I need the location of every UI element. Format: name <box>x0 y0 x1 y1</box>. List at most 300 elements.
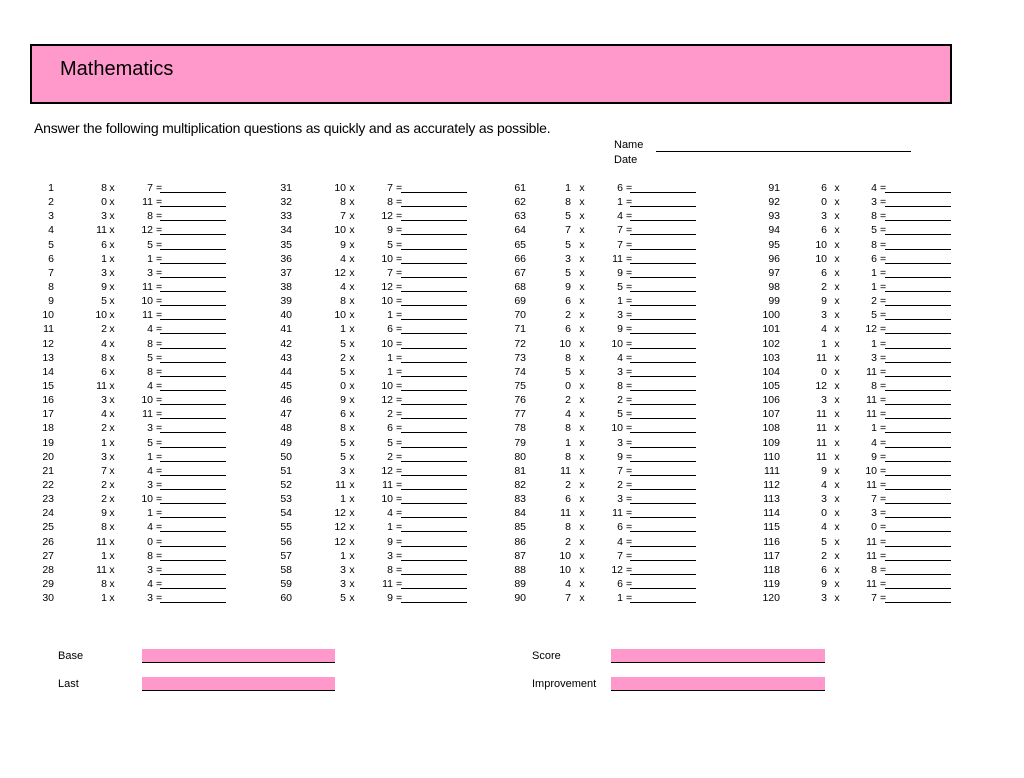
answer-blank[interactable] <box>630 577 696 589</box>
answer-blank[interactable] <box>630 436 696 448</box>
answer-blank[interactable] <box>401 223 467 235</box>
answer-blank[interactable] <box>630 535 696 547</box>
multiply-sign: x <box>349 365 355 378</box>
equals-sign: = <box>396 379 403 392</box>
answer-blank[interactable] <box>160 181 226 193</box>
multiplicand: 2 <box>821 280 827 293</box>
multiplicand: 3 <box>821 309 827 322</box>
answer-blank[interactable] <box>401 436 467 448</box>
answer-blank[interactable] <box>401 577 467 589</box>
equals-sign: = <box>396 592 403 605</box>
question-number: 50 <box>280 450 292 463</box>
answer-blank[interactable] <box>160 478 226 490</box>
multiplier: 10 <box>381 379 393 392</box>
multiplicand: 3 <box>101 394 107 407</box>
multiplier: 6 <box>617 577 623 590</box>
multiplier: 2 <box>387 450 393 463</box>
answer-blank[interactable] <box>160 436 226 448</box>
multiplicand: 9 <box>565 280 571 293</box>
answer-blank[interactable] <box>160 591 226 603</box>
answer-blank[interactable] <box>160 492 226 504</box>
multiplier: 7 <box>617 238 623 251</box>
multiplier: 11 <box>612 252 623 265</box>
multiply-sign: x <box>109 394 115 407</box>
answer-blank[interactable] <box>630 478 696 490</box>
answer-blank[interactable] <box>401 407 467 419</box>
multiplier: 5 <box>147 238 153 251</box>
answer-blank[interactable] <box>885 238 951 250</box>
question-number: 118 <box>763 563 780 576</box>
multiplicand: 11 <box>560 507 571 520</box>
multiply-sign: x <box>834 196 840 209</box>
answer-blank[interactable] <box>885 577 951 589</box>
answer-blank[interactable] <box>160 379 226 391</box>
equals-sign: = <box>626 521 633 534</box>
equals-sign: = <box>880 493 887 506</box>
equals-sign: = <box>626 464 633 477</box>
multiplier: 11 <box>866 408 877 421</box>
answer-blank[interactable] <box>160 563 226 575</box>
question-number: 7 <box>48 266 54 279</box>
multiply-sign: x <box>834 577 840 590</box>
answer-blank[interactable] <box>630 337 696 349</box>
multiplier: 10 <box>865 464 877 477</box>
answer-blank[interactable] <box>401 351 467 363</box>
multiplier: 4 <box>617 535 623 548</box>
multiplicand: 10 <box>815 252 827 265</box>
answer-blank[interactable] <box>885 478 951 490</box>
answer-blank[interactable] <box>401 393 467 405</box>
answer-blank[interactable] <box>160 223 226 235</box>
multiply-sign: x <box>579 478 585 491</box>
base-label: Base <box>58 650 84 662</box>
question-number: 1 <box>48 182 54 194</box>
answer-blank[interactable] <box>160 549 226 561</box>
answer-blank[interactable] <box>160 407 226 419</box>
answer-blank[interactable] <box>401 280 467 292</box>
multiply-sign: x <box>349 295 355 308</box>
multiplier: 1 <box>871 422 877 435</box>
multiplier: 1 <box>871 266 877 279</box>
multiply-sign: x <box>834 493 840 506</box>
equals-sign: = <box>880 422 887 435</box>
multiplier: 12 <box>381 394 393 407</box>
answer-blank[interactable] <box>401 365 467 377</box>
multiply-sign: x <box>109 521 115 534</box>
question-number: 59 <box>280 577 292 590</box>
multiplier: 7 <box>617 464 623 477</box>
multiplier: 4 <box>147 521 153 534</box>
answer-blank[interactable] <box>401 379 467 391</box>
multiplier: 12 <box>381 280 393 293</box>
question-number: 17 <box>42 408 54 421</box>
answer-blank[interactable] <box>885 379 951 391</box>
equals-sign: = <box>626 577 633 590</box>
answer-blank[interactable] <box>160 252 226 264</box>
question-number: 77 <box>514 408 526 421</box>
multiplier: 1 <box>387 521 393 534</box>
answer-blank[interactable] <box>885 492 951 504</box>
answer-blank[interactable] <box>630 393 696 405</box>
answer-blank[interactable] <box>630 351 696 363</box>
answer-blank[interactable] <box>401 535 467 547</box>
question-number: 119 <box>763 577 780 590</box>
multiplicand: 1 <box>101 436 107 449</box>
multiplier: 9 <box>617 323 623 336</box>
multiplier: 8 <box>871 238 877 251</box>
multiplicand: 10 <box>559 549 571 562</box>
answer-blank[interactable] <box>160 337 226 349</box>
answer-blank[interactable] <box>160 209 226 221</box>
answer-blank[interactable] <box>160 266 226 278</box>
base-field[interactable] <box>142 649 335 663</box>
answer-blank[interactable] <box>885 223 951 235</box>
equals-sign: = <box>880 394 887 407</box>
name-field[interactable] <box>656 151 911 152</box>
answer-blank[interactable] <box>160 464 226 476</box>
answer-blank[interactable] <box>885 421 951 433</box>
multiplier: 7 <box>147 182 153 194</box>
answer-blank[interactable] <box>160 535 226 547</box>
answer-blank[interactable] <box>630 506 696 518</box>
multiply-sign: x <box>579 182 585 194</box>
equals-sign: = <box>156 422 163 435</box>
score-label: Score <box>532 650 561 662</box>
answer-blank[interactable] <box>885 520 951 532</box>
multiply-sign: x <box>349 408 355 421</box>
multiplicand: 10 <box>815 238 827 251</box>
equals-sign: = <box>156 478 163 491</box>
question-number: 72 <box>514 337 526 350</box>
equals-sign: = <box>396 478 403 491</box>
question-number: 34 <box>280 224 292 237</box>
equals-sign: = <box>880 280 887 293</box>
multiply-sign: x <box>834 422 840 435</box>
equals-sign: = <box>626 563 633 576</box>
answer-blank[interactable] <box>160 393 226 405</box>
multiply-sign: x <box>109 592 115 605</box>
multiplicand: 8 <box>565 422 571 435</box>
multiplicand: 3 <box>340 563 346 576</box>
multiplicand: 3 <box>821 210 827 223</box>
answer-blank[interactable] <box>401 294 467 306</box>
multiplier: 6 <box>617 521 623 534</box>
multiplier: 4 <box>387 507 393 520</box>
answer-blank[interactable] <box>401 492 467 504</box>
answer-blank[interactable] <box>885 464 951 476</box>
multiplicand: 11 <box>96 535 107 548</box>
multiplicand: 1 <box>821 337 827 350</box>
answer-blank[interactable] <box>160 308 226 320</box>
answer-blank[interactable] <box>160 195 226 207</box>
score-field[interactable] <box>611 649 825 663</box>
answer-blank[interactable] <box>160 577 226 589</box>
answer-blank[interactable] <box>630 520 696 532</box>
multiply-sign: x <box>349 549 355 562</box>
answer-blank[interactable] <box>630 252 696 264</box>
multiplier: 11 <box>612 507 623 520</box>
answer-blank[interactable] <box>401 549 467 561</box>
equals-sign: = <box>156 309 163 322</box>
equals-sign: = <box>626 182 633 194</box>
multiply-sign: x <box>349 521 355 534</box>
multiplier: 1 <box>147 507 153 520</box>
answer-blank[interactable] <box>401 322 467 334</box>
answer-blank[interactable] <box>401 464 467 476</box>
answer-blank[interactable] <box>885 322 951 334</box>
answer-blank[interactable] <box>401 591 467 603</box>
multiplicand: 3 <box>821 493 827 506</box>
multiplicand: 1 <box>340 323 346 336</box>
answer-blank[interactable] <box>160 322 226 334</box>
multiplicand: 3 <box>821 592 827 605</box>
multiplier: 3 <box>617 309 623 322</box>
answer-blank[interactable] <box>630 563 696 575</box>
answer-blank[interactable] <box>630 407 696 419</box>
answer-blank[interactable] <box>630 492 696 504</box>
question-number: 85 <box>514 521 526 534</box>
equals-sign: = <box>626 507 633 520</box>
multiplicand: 11 <box>560 464 571 477</box>
answer-blank[interactable] <box>401 209 467 221</box>
multiplicand: 8 <box>101 577 107 590</box>
multiplier: 12 <box>865 323 877 336</box>
answer-blank[interactable] <box>401 181 467 193</box>
answer-blank[interactable] <box>885 365 951 377</box>
question-number: 52 <box>280 478 292 491</box>
multiply-sign: x <box>349 210 355 223</box>
answer-blank[interactable] <box>401 450 467 462</box>
answer-blank[interactable] <box>885 195 951 207</box>
multiplier: 2 <box>871 295 877 308</box>
answer-blank[interactable] <box>885 506 951 518</box>
multiplicand: 2 <box>101 478 107 491</box>
answer-blank[interactable] <box>160 506 226 518</box>
answer-blank[interactable] <box>401 195 467 207</box>
answer-blank[interactable] <box>630 266 696 278</box>
multiplier: 1 <box>147 252 153 265</box>
answer-blank[interactable] <box>630 195 696 207</box>
answer-blank[interactable] <box>630 464 696 476</box>
answer-blank[interactable] <box>401 563 467 575</box>
multiplier: 9 <box>617 450 623 463</box>
answer-blank[interactable] <box>885 450 951 462</box>
question-number: 57 <box>280 549 292 562</box>
multiplier: 10 <box>611 422 623 435</box>
question-number: 73 <box>514 351 526 364</box>
multiplier: 11 <box>142 309 153 322</box>
multiplicand: 12 <box>815 379 827 392</box>
equals-sign: = <box>626 224 633 237</box>
answer-blank[interactable] <box>885 252 951 264</box>
answer-blank[interactable] <box>885 393 951 405</box>
multiplier: 6 <box>871 252 877 265</box>
multiply-sign: x <box>579 224 585 237</box>
improvement-field[interactable] <box>611 677 825 691</box>
answer-blank[interactable] <box>885 266 951 278</box>
answer-blank[interactable] <box>160 450 226 462</box>
multiply-sign: x <box>349 478 355 491</box>
answer-blank[interactable] <box>160 421 226 433</box>
multiply-sign: x <box>579 196 585 209</box>
question-number: 6 <box>48 252 54 265</box>
multiplicand: 0 <box>821 365 827 378</box>
multiplier: 10 <box>141 295 153 308</box>
question-number: 89 <box>514 577 526 590</box>
multiplicand: 8 <box>565 351 571 364</box>
equals-sign: = <box>626 549 633 562</box>
question-number: 43 <box>280 351 292 364</box>
answer-blank[interactable] <box>885 563 951 575</box>
answer-blank[interactable] <box>630 238 696 250</box>
answer-blank[interactable] <box>630 379 696 391</box>
equals-sign: = <box>396 549 403 562</box>
answer-blank[interactable] <box>630 280 696 292</box>
multiply-sign: x <box>579 535 585 548</box>
question-number: 21 <box>42 464 54 477</box>
answer-blank[interactable] <box>630 322 696 334</box>
multiply-sign: x <box>834 323 840 336</box>
equals-sign: = <box>880 436 887 449</box>
multiplier: 6 <box>617 182 623 194</box>
multiplicand: 12 <box>334 535 346 548</box>
answer-blank[interactable] <box>885 308 951 320</box>
multiplier: 3 <box>147 563 153 576</box>
answer-blank[interactable] <box>160 520 226 532</box>
multiplier: 9 <box>871 450 877 463</box>
equals-sign: = <box>626 295 633 308</box>
answer-blank[interactable] <box>401 478 467 490</box>
multiplicand: 0 <box>565 379 571 392</box>
equals-sign: = <box>396 182 403 194</box>
question-number: 56 <box>280 535 292 548</box>
answer-blank[interactable] <box>401 252 467 264</box>
answer-blank[interactable] <box>630 294 696 306</box>
answer-blank[interactable] <box>401 308 467 320</box>
multiply-sign: x <box>579 394 585 407</box>
question-number: 94 <box>768 224 780 237</box>
multiplier: 8 <box>617 379 623 392</box>
equals-sign: = <box>396 224 403 237</box>
answer-blank[interactable] <box>885 337 951 349</box>
multiplier: 7 <box>617 224 623 237</box>
multiplicand: 6 <box>821 182 827 194</box>
multiplier: 8 <box>147 337 153 350</box>
answer-blank[interactable] <box>630 450 696 462</box>
multiplicand: 5 <box>101 295 107 308</box>
answer-blank[interactable] <box>885 591 951 603</box>
multiply-sign: x <box>109 422 115 435</box>
answer-blank[interactable] <box>885 407 951 419</box>
answer-blank[interactable] <box>630 365 696 377</box>
answer-blank[interactable] <box>160 238 226 250</box>
answer-blank[interactable] <box>401 337 467 349</box>
last-field[interactable] <box>142 677 335 691</box>
multiplier: 11 <box>382 478 393 491</box>
answer-blank[interactable] <box>885 351 951 363</box>
multiplier: 3 <box>871 507 877 520</box>
question-number: 112 <box>763 478 780 491</box>
answer-blank[interactable] <box>401 520 467 532</box>
multiply-sign: x <box>579 210 585 223</box>
answer-blank[interactable] <box>630 591 696 603</box>
answer-blank[interactable] <box>885 549 951 561</box>
question-number: 104 <box>762 365 780 378</box>
multiplicand: 0 <box>101 196 107 209</box>
multiply-sign: x <box>579 422 585 435</box>
answer-blank[interactable] <box>160 294 226 306</box>
multiply-sign: x <box>579 238 585 251</box>
answer-blank[interactable] <box>630 223 696 235</box>
multiplicand: 3 <box>821 394 827 407</box>
multiply-sign: x <box>349 323 355 336</box>
answer-blank[interactable] <box>160 280 226 292</box>
multiply-sign: x <box>834 563 840 576</box>
question-number: 86 <box>514 535 526 548</box>
equals-sign: = <box>156 592 163 605</box>
multiply-sign: x <box>834 379 840 392</box>
multiply-sign: x <box>349 182 355 194</box>
answer-blank[interactable] <box>885 181 951 193</box>
multiply-sign: x <box>109 337 115 350</box>
answer-blank[interactable] <box>160 351 226 363</box>
answer-blank[interactable] <box>885 436 951 448</box>
question-number: 10 <box>42 309 54 322</box>
answer-blank[interactable] <box>630 308 696 320</box>
multiply-sign: x <box>109 365 115 378</box>
question-number: 80 <box>514 450 526 463</box>
answer-blank[interactable] <box>630 549 696 561</box>
multiplier: 5 <box>147 351 153 364</box>
equals-sign: = <box>626 379 633 392</box>
multiplicand: 11 <box>816 422 827 435</box>
equals-sign: = <box>626 365 633 378</box>
answer-blank[interactable] <box>401 421 467 433</box>
multiplier: 1 <box>617 295 623 308</box>
answer-blank[interactable] <box>885 209 951 221</box>
question-number: 83 <box>514 493 526 506</box>
equals-sign: = <box>156 210 163 223</box>
answer-blank[interactable] <box>885 535 951 547</box>
question-number: 20 <box>42 450 54 463</box>
answer-blank[interactable] <box>630 181 696 193</box>
multiply-sign: x <box>579 323 585 336</box>
equals-sign: = <box>396 464 403 477</box>
answer-blank[interactable] <box>630 421 696 433</box>
answer-blank[interactable] <box>401 266 467 278</box>
multiply-sign: x <box>834 592 840 605</box>
multiply-sign: x <box>109 464 115 477</box>
answer-blank[interactable] <box>885 280 951 292</box>
answer-blank[interactable] <box>160 365 226 377</box>
multiplicand: 4 <box>340 252 346 265</box>
equals-sign: = <box>396 507 403 520</box>
multiplicand: 12 <box>334 266 346 279</box>
equals-sign: = <box>396 521 403 534</box>
equals-sign: = <box>396 408 403 421</box>
answer-blank[interactable] <box>401 506 467 518</box>
equals-sign: = <box>880 507 887 520</box>
question-number: 75 <box>514 379 526 392</box>
equals-sign: = <box>626 408 633 421</box>
question-number: 30 <box>42 592 54 605</box>
multiplicand: 4 <box>821 478 827 491</box>
answer-blank[interactable] <box>401 238 467 250</box>
answer-blank[interactable] <box>885 294 951 306</box>
multiply-sign: x <box>579 521 585 534</box>
answer-blank[interactable] <box>630 209 696 221</box>
multiplicand: 5 <box>821 535 827 548</box>
